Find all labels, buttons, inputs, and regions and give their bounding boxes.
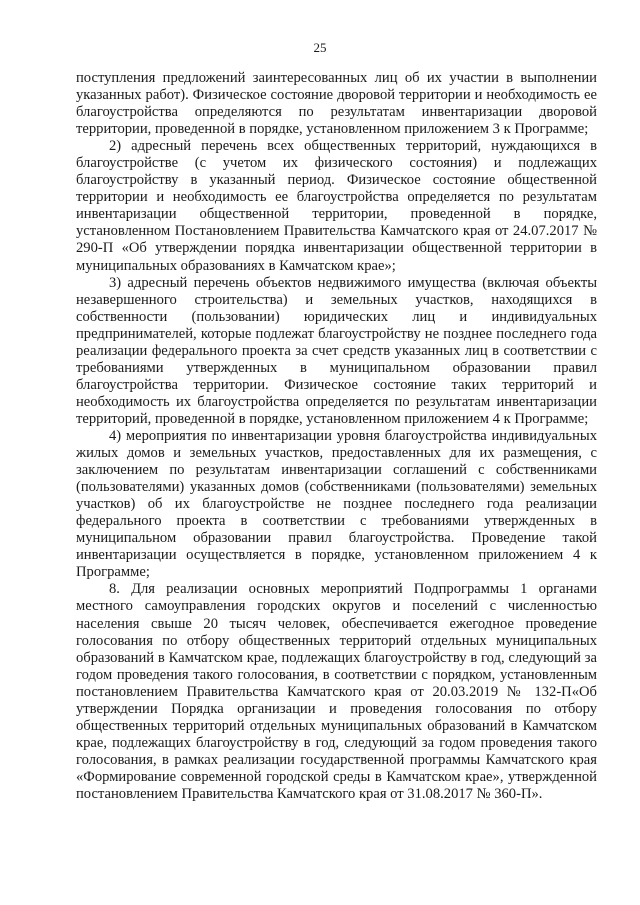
page-number: 25 <box>313 40 327 55</box>
paragraph-1-continuation: поступления предложений заинтересованных лиц об их участии в выполнении указанных работ). Физическое состояние дворовой территории и необходимость ее благоустройства определяются по результатам инвентаризации дворовой территории, проведенной в порядке, установленном приложением 3 к Программе; <box>76 70 597 138</box>
paragraph-item-2: 2) адресный перечень всех общественных территорий, нуждающихся в благоустройстве (с учетом их физического состояния) и подлежащих благоустройству в указанный период. Физическое состояние общественной территории и необходимость ее благоустройства определяется по результатам инвентаризации общественной территории, проведенной в порядке, установленном Постановлением Правительства Камчатского края от 24.07.2017 № 290-П «Об утверждении порядка инвентаризации общественной территории в муниципальных образованиях в Камчатском крае»; <box>76 138 597 274</box>
document-body <box>76 70 597 803</box>
paragraph-section-8: 8. Для реализации основных мероприятий Подпрограммы 1 органами местного самоуправления городских округов и поселений с численностью населения свыше 20 тысяч человек, обеспечивается ежегодное проведение голосования по отбору общественных территорий отдельных муниципальных образований в Камчатском крае, подлежащих благоустройству в год, следующий за годом проведения такого голосования, в соответствии с порядком, установленным постановлением Правительства Камчатского края от 20.03.2019 № 132-П«Об утверждении Порядка организации и проведения голосования по отбору общественных территорий отдельных муниципальных образований в Камчатском крае, подлежащих благоустройству в год, следующий за годом проведения такого голосования, в рамках реализации государственной программы Камчатского края «Формирование современной городской среды в Камчатском крае», утвержденной постановлением Правительства Камчатского края от 31.08.2017 № 360-П». <box>76 581 597 802</box>
paragraph-item-4: 4) мероприятия по инвентаризации уровня благоустройства индивидуальных жилых домов и земельных участков, предоставленных для их размещения, с заключением по результатам инвентаризации соглашений с собственниками (пользователями) указанных домов (собственниками (пользователями) земельных участков) об их благоустройстве не позднее последнего года реализации федерального проекта в соответствии с требованиями утвержденных в муниципальном образовании правил благоустройства. Проведение такой инвентаризации осуществляется в порядке, установленном приложением 4 к Программе; <box>76 427 597 581</box>
paragraph-item-3: 3) адресный перечень объектов недвижимого имущества (включая объекты незавершенного строительства) и земельных участков, находящихся в собственности (пользовании) юридических лиц и индивидуальных предпринимателей, которые подлежат благоустройству не позднее последнего года реализации федерального проекта за счет средств указанных лиц в соответствии с требованиями утвержденных в муниципальном образовании правил благоустройства территории. Физическое состояние таких территорий и необходимость их благоустройства определяется по результатам инвентаризации территорий, проведенной в порядке, установленном приложением 4 к Программе; <box>76 274 597 427</box>
